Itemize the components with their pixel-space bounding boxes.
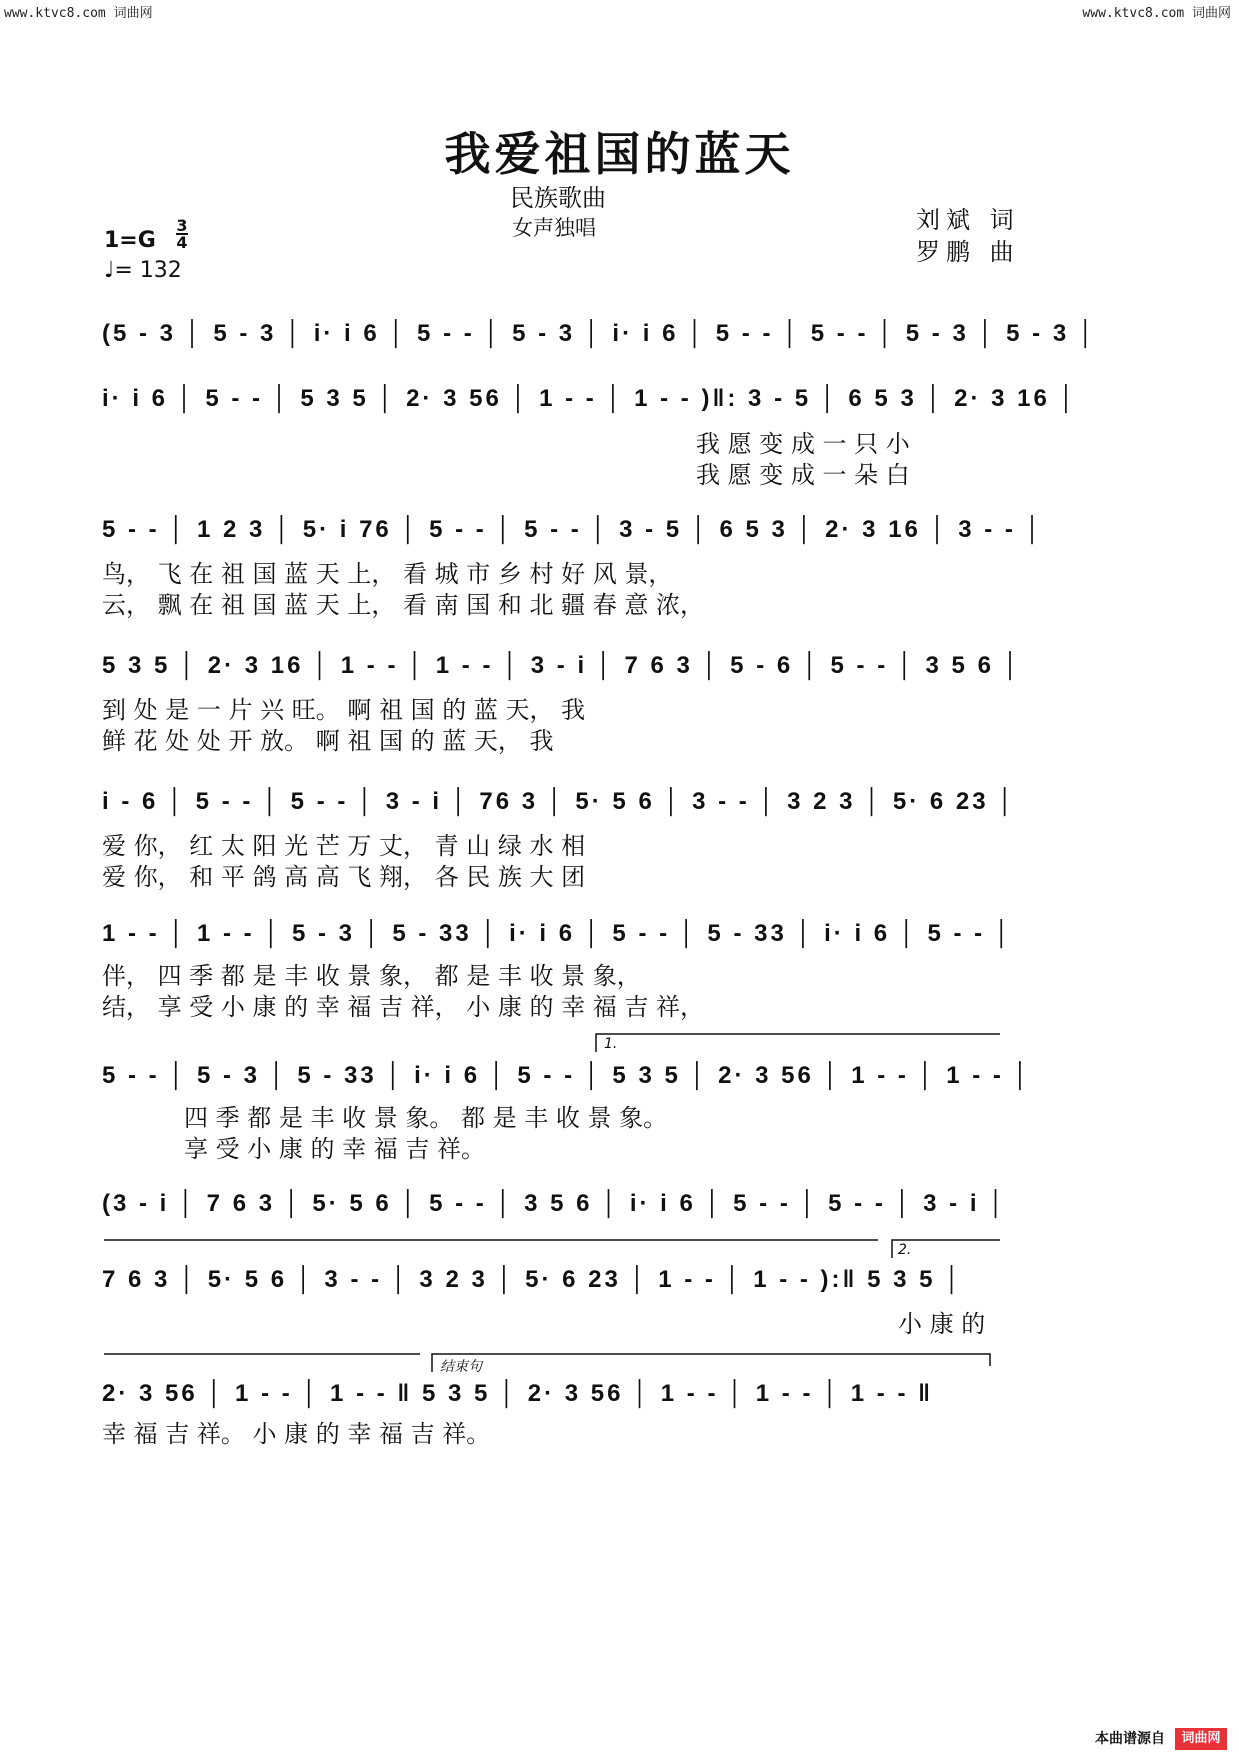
system-music: 2· 3 56 │ 1 - - │ 1 - - ‖ 5 3 5 │ 2· 3 56 │ 1 - - │ 1 - - │ 1 - - ‖ xyxy=(102,1380,934,1407)
song-title: 我爱祖国的蓝天 xyxy=(444,127,795,181)
volta-1-label: 1. xyxy=(604,1036,618,1052)
system-music: 5 - - │ 5 - 3 │ 5 - 33 │ i· i 6 │ 5 - - │ 5 3 5 │ 2· 3 56 │ 1 - - │ 1 - - │ xyxy=(102,1062,1032,1089)
time-sig-bottom: 4 xyxy=(176,233,188,252)
performer: 女声独唱 xyxy=(512,216,596,240)
lyric-line-2: 云， 飘 在 祖 国 蓝 天 上， 看 南 国 和 北 疆 春 意 浓， xyxy=(102,591,705,619)
system-music: 5 - - │ 1 2 3 │ 5· i 76 │ 5 - - │ 5 - - │ 3 - 5 │ 6 5 3 │ 2· 3 16 │ 3 - - │ xyxy=(102,516,1044,543)
volta-2-bracket xyxy=(104,1240,1000,1258)
ending-bracket xyxy=(104,1354,990,1372)
header-left[interactable]: www.ktvc8.com 词曲网 xyxy=(4,6,153,21)
tempo-marking: ♩= 132 xyxy=(104,258,182,283)
volta-2-label: 2. xyxy=(898,1242,912,1258)
header-right[interactable]: www.ktvc8.com 词曲网 xyxy=(1082,6,1231,21)
lyric-line-2: 结， 享 受 小 康 的 幸 福 吉 祥， 小 康 的 幸 福 吉 祥， xyxy=(102,993,705,1021)
lyricist: 刘斌 词 xyxy=(916,206,1020,234)
system-music: (5 - 3 │ 5 - 3 │ i· i 6 │ 5 - - │ 5 - 3 │ i· i 6 │ 5 - - │ 5 - - │ 5 - 3 │ 5 - 3 │ xyxy=(102,320,1097,347)
footer-source: 本曲谱源自 xyxy=(1095,1731,1165,1747)
composer: 罗鹏 曲 xyxy=(916,238,1020,266)
lyric-line-1: 到 处 是 一 片 兴 旺。 啊 祖 国 的 蓝 天， 我 xyxy=(102,696,586,724)
lyric-line-2: 享 受 小 康 的 幸 福 吉 祥。 xyxy=(184,1135,486,1163)
system-music: 5 3 5 │ 2· 3 16 │ 1 - - │ 1 - - │ 3 - i │ 7 6 3 │ 5 - 6 │ 5 - - │ 3 5 6 │ xyxy=(102,652,1022,679)
system-music: 7 6 3 │ 5· 5 6 │ 3 - - │ 3 2 3 │ 5· 6 23 │ 1 - - │ 1 - - ):‖ 5 3 5 │ xyxy=(102,1266,964,1293)
site-logo[interactable]: 词曲网 xyxy=(1175,1728,1227,1750)
lyric-line-1: 爱 你， 红 太 阳 光 芒 万 丈， 青 山 绿 水 相 xyxy=(102,832,586,860)
ending-label: 结束句 xyxy=(440,1359,482,1375)
lyric-line-1: 小 康 的 xyxy=(898,1310,986,1338)
system-music: i - 6 │ 5 - - │ 5 - - │ 3 - i │ 76 3 │ 5· 5 6 │ 3 - - │ 3 2 3 │ 5· 6 23 │ xyxy=(102,788,1017,815)
volta-1-bracket xyxy=(596,1034,1000,1052)
lyric-line-1: 鸟， 飞 在 祖 国 蓝 天 上， 看 城 市 乡 村 好 风 景， xyxy=(102,560,673,588)
lyric-line-2: 我 愿 变 成 一 朵 白 xyxy=(696,461,910,489)
lyric-line-2: 爱 你， 和 平 鸽 高 高 飞 翔， 各 民 族 大 团 xyxy=(102,863,586,891)
lyric-line-2: 鲜 花 处 处 开 放。 啊 祖 国 的 蓝 天， 我 xyxy=(102,727,554,755)
time-sig-top: 3 xyxy=(176,216,188,235)
lyric-line-1: 伴， 四 季 都 是 丰 收 景 象， 都 是 丰 收 景 象， xyxy=(102,962,641,990)
lyric-line-1: 四 季 都 是 丰 收 景 象。 都 是 丰 收 景 象。 xyxy=(184,1104,668,1132)
system-music: i· i 6 │ 5 - - │ 5 3 5 │ 2· 3 56 │ 1 - - │ 1 - - )‖: 3 - 5 │ 6 5 3 │ 2· 3 16 │ xyxy=(102,385,1078,412)
system-music: (3 - i │ 7 6 3 │ 5· 5 6 │ 5 - - │ 3 5 6 │ i· i 6 │ 5 - - │ 5 - - │ 3 - i │ xyxy=(102,1190,1008,1217)
key-signature: 1=G xyxy=(104,228,156,253)
subtitle: 民族歌曲 xyxy=(510,184,606,212)
lyric-line-1: 我 愿 变 成 一 只 小 xyxy=(696,430,910,458)
lyric-line-1: 幸 福 吉 祥。 小 康 的 幸 福 吉 祥。 xyxy=(102,1420,491,1448)
system-music: 1 - - │ 1 - - │ 5 - 3 │ 5 - 33 │ i· i 6 │ 5 - - │ 5 - 33 │ i· i 6 │ 5 - - │ xyxy=(102,920,1013,947)
